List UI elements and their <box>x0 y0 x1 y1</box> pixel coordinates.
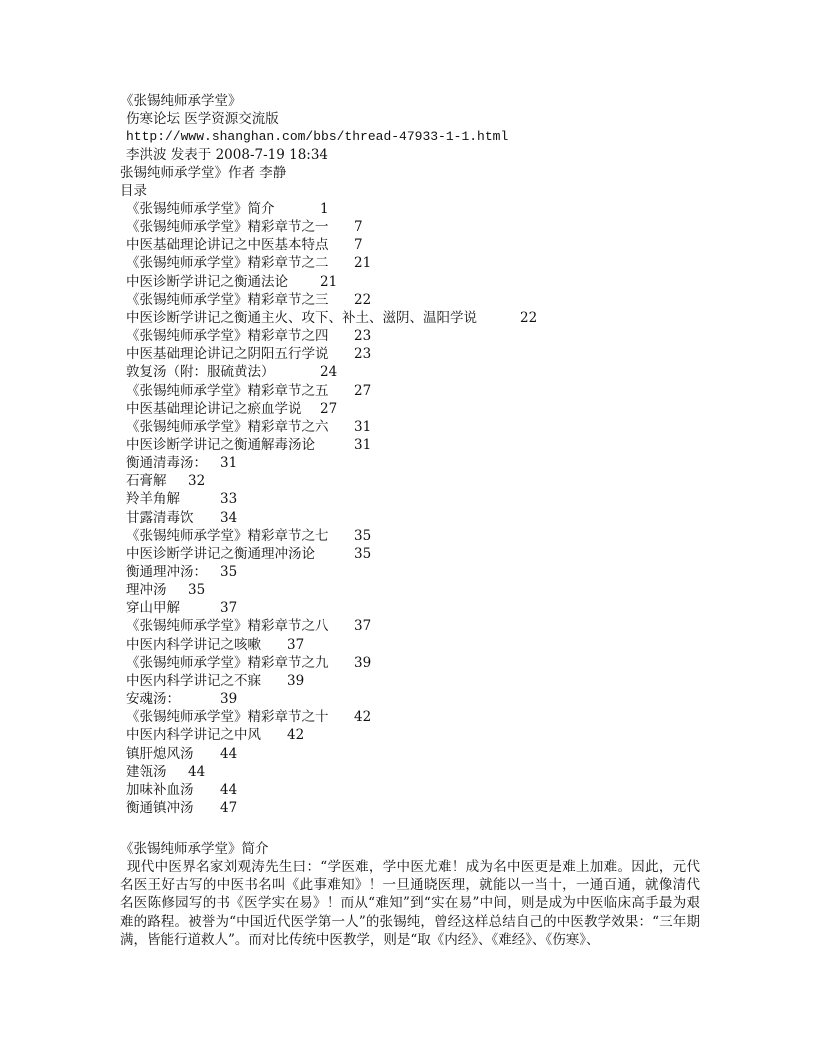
toc-entry-page: 23 <box>354 346 372 363</box>
toc-entry-page: 35 <box>354 527 372 544</box>
toc-entry <box>126 218 726 236</box>
toc-entry-title: 加味补血汤 <box>126 781 194 798</box>
toc-entry-page: 44 <box>188 763 206 780</box>
toc-entry-page: 33 <box>220 491 238 508</box>
toc-entry-page: 37 <box>220 600 238 617</box>
toc-entry <box>126 309 726 327</box>
toc-entry-page: 31 <box>354 418 372 435</box>
toc-entry <box>126 236 726 254</box>
toc-entry-page: 31 <box>354 436 372 453</box>
toc-entry-page: 44 <box>220 745 238 762</box>
toc-entry <box>126 200 726 218</box>
toc-entry-page: 37 <box>354 618 372 635</box>
toc-entry <box>126 763 726 781</box>
toc-entry-page: 22 <box>520 309 538 326</box>
toc-entry <box>126 563 726 581</box>
toc-entry-page: 35 <box>354 545 372 562</box>
toc-entry-title: 《张锡纯师承学堂》精彩章节之十 <box>126 709 329 726</box>
toc-entry-title: 衡通镇冲汤 <box>126 799 194 816</box>
toc-entry-title: 镇肝熄风汤 <box>126 745 194 762</box>
toc-entry <box>126 781 726 799</box>
toc-entry-page: 24 <box>320 364 338 381</box>
toc-entry-page: 21 <box>320 273 338 290</box>
toc-entry-page: 32 <box>188 473 206 490</box>
toc-entry <box>126 690 726 708</box>
toc-entry-title: 《张锡纯师承学堂》精彩章节之六 <box>126 418 329 435</box>
toc-entry <box>126 672 726 690</box>
document-title: 《张锡纯师承学堂》 <box>120 93 242 109</box>
toc-entry-title: 衡通理冲汤： <box>126 564 207 580</box>
toc-entry <box>126 527 726 545</box>
toc-entry-title: 理冲汤 <box>126 582 167 599</box>
intro-heading: 《张锡纯师承学堂》简介 <box>120 841 269 857</box>
toc-entry <box>126 636 726 654</box>
toc-heading: 目录 <box>120 183 147 199</box>
intro-paragraph-text: 现代中医界名家刘观涛先生曰：“学医难，学中医尤难！成为名中医更是难上加难。因此，元代名医王好古写的中医书名叫《此事难知》！一旦通晓医理，就能以一当十，一通百通，就像清代名医陈修园写的书《医学实在易》！而从“难知”到“实在易”中间，则是成为中医临床高手最为艰难的路程。被誉为“中国近代医学第一人”的张锡纯，曾经这样总结自己的中医教学效果：“三年期满，皆能行道救人”。而对比传统中医教学，则是“取《内经》、《难经》、《伤寒》、 <box>120 859 700 948</box>
toc-entry-title: 《张锡纯师承学堂》精彩章节之三 <box>126 291 329 308</box>
toc-entry <box>126 436 726 454</box>
toc-entry <box>126 472 726 490</box>
toc-entry-title: 《张锡纯师承学堂》精彩章节之一 <box>126 219 329 236</box>
toc-entry <box>126 745 726 763</box>
toc-entry-title: 《张锡纯师承学堂》精彩章节之二 <box>126 255 329 272</box>
toc-entry-page: 39 <box>220 691 238 708</box>
toc-entry <box>126 617 726 635</box>
toc-entry-page: 21 <box>354 255 372 272</box>
toc-entry <box>126 599 726 617</box>
toc-entry-page: 44 <box>220 781 238 798</box>
toc-entry-title: 穿山甲解 <box>126 600 180 617</box>
toc-entry-title: 衡通清毒汤： <box>126 455 207 472</box>
toc-entry-title: 《张锡纯师承学堂》精彩章节之八 <box>126 618 329 635</box>
toc-entry-page: 34 <box>220 509 238 526</box>
toc-entry <box>126 545 726 563</box>
toc-entry-page: 39 <box>354 654 372 671</box>
toc-entry <box>126 382 726 400</box>
toc-entry <box>126 400 726 418</box>
toc-entry <box>126 363 726 381</box>
toc-entry-title: 《张锡纯师承学堂》精彩章节之五 <box>126 382 329 399</box>
toc-entry-page: 47 <box>220 799 238 816</box>
toc-entry <box>126 509 726 527</box>
toc-entry-page: 27 <box>354 382 372 399</box>
toc-entry <box>126 490 726 508</box>
toc-entry-page: 42 <box>354 709 372 726</box>
toc-entry-title: 甘露清毒饮 <box>126 509 194 526</box>
toc-entry-page: 35 <box>220 564 238 580</box>
toc-entry-title: 羚羊角解 <box>126 491 180 508</box>
toc-entry <box>126 273 726 291</box>
toc-entry-title: 中医内科学讲记之咳嗽 <box>126 636 261 653</box>
toc-entry <box>126 291 726 309</box>
author-line: 张锡纯师承学堂》作者 李静 <box>120 165 287 181</box>
toc-entry-title: 中医内科学讲记之不寐 <box>126 672 261 689</box>
toc-entry-page: 35 <box>188 582 206 599</box>
toc-entry <box>126 327 726 345</box>
toc-entry-title: 中医诊断学讲记之衡通法论 <box>126 273 288 290</box>
toc-entry <box>126 254 726 272</box>
forum-name: 伤寒论坛 医学资源交流版 <box>126 111 279 127</box>
toc-entry-title: 敦复汤（附：服硫黄法） <box>126 364 275 381</box>
toc-entry <box>126 726 726 744</box>
intro-paragraph <box>120 858 700 949</box>
toc-entry <box>126 345 726 363</box>
toc-entry <box>126 581 726 599</box>
toc-entry-page: 7 <box>354 237 363 254</box>
toc-entry-page: 7 <box>354 219 363 236</box>
toc-entry-title: 中医基础理论讲记之阴阳五行学说 <box>126 346 329 363</box>
source-url: http://www.shanghan.com/bbs/thread-47933-1-1.html <box>126 129 509 144</box>
toc-entry-page: 37 <box>287 636 305 653</box>
toc-entry-page: 23 <box>354 328 372 345</box>
toc-entry-title: 中医内科学讲记之中风 <box>126 727 261 744</box>
toc-entry-page: 39 <box>287 672 305 689</box>
toc-entry-title: 《张锡纯师承学堂》精彩章节之四 <box>126 328 329 345</box>
toc-entry-page: 22 <box>354 291 372 308</box>
toc-entry-title: 中医基础理论讲记之中医基本特点 <box>126 237 329 254</box>
toc-entry-page: 1 <box>320 201 329 217</box>
toc-entry-title: 《张锡纯师承学堂》精彩章节之七 <box>126 527 329 544</box>
post-info: 李洪波 发表于 2008-7-19 18:34 <box>126 147 329 163</box>
toc-entry <box>126 799 726 817</box>
toc-entry-title: 《张锡纯师承学堂》简介 <box>126 201 275 217</box>
toc-entry <box>126 418 726 436</box>
toc-entry-title: 建瓴汤 <box>126 763 167 780</box>
toc-entry <box>126 654 726 672</box>
toc-entry-title: 中医诊断学讲记之衡通理冲汤论 <box>126 545 315 562</box>
toc-entry-title: 《张锡纯师承学堂》精彩章节之九 <box>126 654 329 671</box>
toc-entry-page: 31 <box>220 455 238 472</box>
toc-entry-title: 安魂汤： <box>126 691 180 708</box>
toc-entry-page: 27 <box>320 400 338 417</box>
toc-entry <box>126 454 726 472</box>
toc-entry-title: 石膏解 <box>126 473 167 490</box>
toc-entry-title: 中医诊断学讲记之衡通解毒汤论 <box>126 436 315 453</box>
toc-entry <box>126 708 726 726</box>
toc-entry-title: 中医基础理论讲记之瘀血学说 <box>126 400 302 417</box>
toc-entry-title: 中医诊断学讲记之衡通主火、攻下、补土、滋阴、温阳学说 <box>126 309 477 326</box>
toc-entry-page: 42 <box>287 727 305 744</box>
